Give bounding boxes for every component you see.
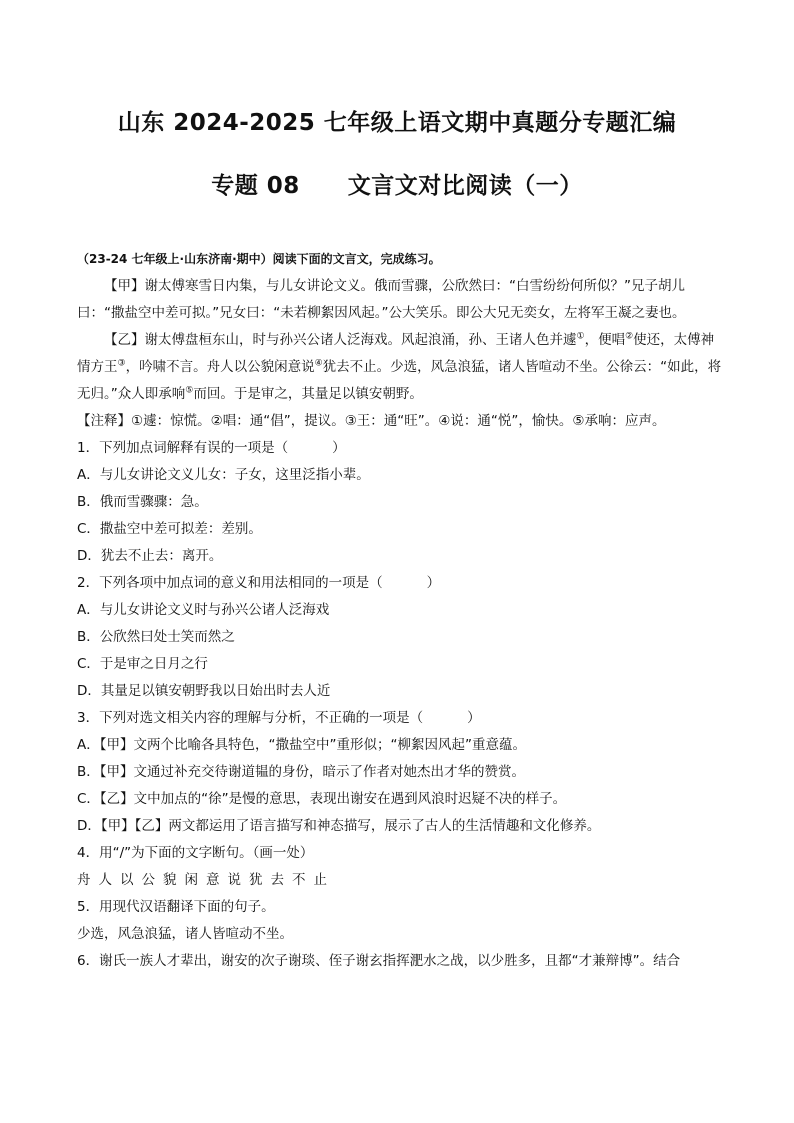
subtitle-text: 文言文对比阅读（一） xyxy=(347,173,583,199)
question-1-option-d: D．犹去不止去：离开。 xyxy=(77,548,223,564)
question-4-text: 舟人以公貌闲意说犹去不止 xyxy=(77,872,335,888)
document-body xyxy=(77,246,723,975)
subtitle-number: 专题 08 xyxy=(211,173,300,199)
question-1-option-b: B．俄而雪骤骤：急。 xyxy=(77,494,208,510)
document-subtitle xyxy=(0,167,794,200)
question-2-option-d: D．其量足以镇安朝野我以日始出时去人近 xyxy=(77,683,331,699)
question-3-option-b: B．【甲】文通过补充交待谢道韫的身份，暗示了作者对她杰出才华的赞赏。 xyxy=(77,764,526,780)
question-2-option-b: B．公欣然曰处士笑而然之 xyxy=(77,629,235,645)
note-mark-3: ③ xyxy=(117,358,126,369)
question-2-option-a: A．与儿女讲论文义时与孙兴公诸人泛海戏 xyxy=(77,602,330,618)
note-mark-4: ④ xyxy=(314,358,323,369)
note-mark-1: ① xyxy=(576,331,585,342)
question-1-option-c: C．撒盐空中差可拟差：差别。 xyxy=(77,521,262,537)
note-mark-5: ⑤ xyxy=(185,385,194,396)
question-2-stem: 2．下列各项中加点词的意义和用法相同的一项是（ ） xyxy=(77,575,441,591)
question-2-option-c: C．于是审之日月之行 xyxy=(77,656,208,672)
question-3-option-a: A．【甲】文两个比喻各具特色，“撒盐空中”重形似；“柳絮因风起”重意蕴。 xyxy=(77,737,526,753)
question-1-stem: 1．下列加点词解释有误的一项是（ ） xyxy=(77,440,346,456)
annotation-notes: 【注释】①遽：惊慌。②唱：通“倡”，提议。③王：通“旺”。④说：通“悦”，愉快。⑤承响：应声。 xyxy=(77,413,666,429)
document-title: 山东 2024-2025 七年级上语文期中真题分专题汇编 xyxy=(117,110,677,136)
passage-jia: 【甲】谢太傅寒雪日内集，与儿女讲论文义。俄而雪骤，公欣然曰：“白雪纷纷何所似？”兄子胡儿曰：“撒盐空中差可拟。”兄女曰：“未若柳絮因风起。”公大笑乐。即公大兄无奕女，左将军王凝之妻也。 xyxy=(77,278,686,321)
question-5-stem: 5．用现代汉语翻译下面的句子。 xyxy=(77,899,275,915)
question-3-option-c: C．【乙】文中加点的“徐”是慢的意思，表现出谢安在遇到风浪时迟疑不决的样子。 xyxy=(77,791,567,807)
note-mark-2: ② xyxy=(625,331,634,342)
question-1-option-a: A．与儿女讲论文义儿女：子女，这里泛指小辈。 xyxy=(77,467,370,483)
question-5-text: 少选，风急浪猛，诸人皆喧动不坐。 xyxy=(77,926,293,942)
question-4-stem: 4．用“/”为下面的文字断句。（画一处） xyxy=(77,845,314,861)
passage-yi: 【乙】谢太傅盘桓东山，时与孙兴公诸人泛海戏。风起浪涌，孙、王诸人色并遽①，便唱②使还，太傅神情方王③，吟啸不言。舟人以公貌闲意说④犹去不止。少选，风急浪猛，诸人皆喧动不坐。公徐云：“如此，将无归。”众人即承响⑤而回。于是审之，其量足以镇安朝野。 xyxy=(77,331,722,402)
question-3-stem: 3．下列对选文相关内容的理解与分析，不正确的一项是（ ） xyxy=(77,710,481,726)
question-3-option-d: D．【甲】【乙】两文都运用了语言描写和神态描写，展示了古人的生活情趣和文化修养。 xyxy=(77,818,601,834)
reading-intro: （23-24 七年级上·山东济南·期中）阅读下面的文言文，完成练习。 xyxy=(77,252,441,266)
question-6-stem: 6．谢氏一族人才辈出，谢安的次子谢琰、侄子谢玄指挥淝水之战，以少胜多，且都“才兼辩博”。结合 xyxy=(77,953,681,969)
